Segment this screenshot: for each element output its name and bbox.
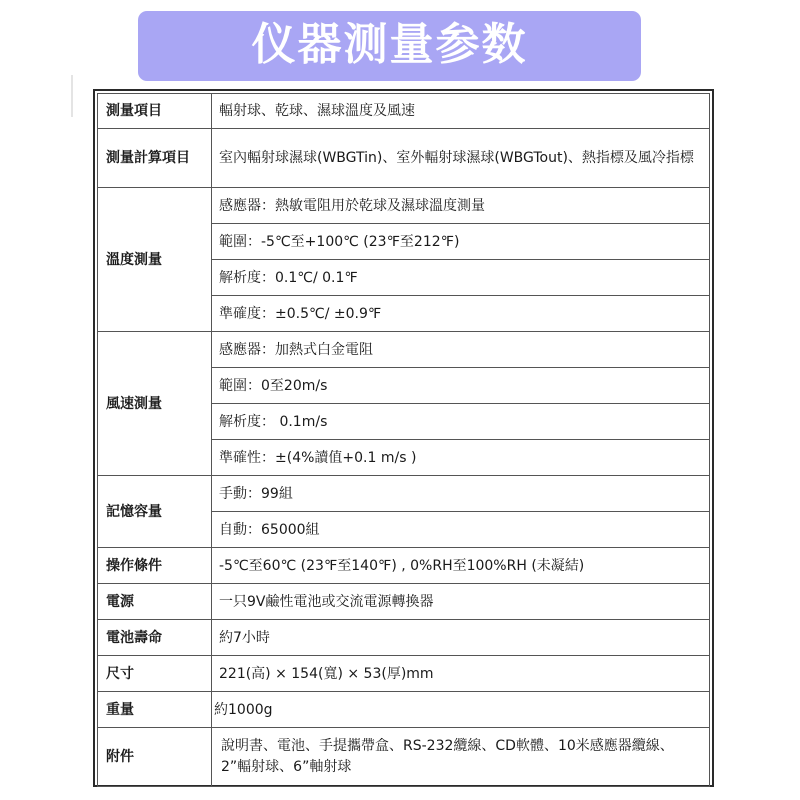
row-value: 準確性：±(4%讀值+0.1 m/s ) bbox=[212, 440, 710, 476]
row-value: 一只9V鹼性電池或交流電源轉換器 bbox=[212, 584, 710, 620]
row-value: 感應器：熱敏電阻用於乾球及濕球溫度測量 bbox=[212, 188, 710, 224]
row-value: 說明書、電池、手提攜帶盒、RS-232纜線、CD軟體、10米感應器纜線、2”輻射球、6”軸射球 bbox=[212, 728, 710, 787]
row-value: -5℃至60℃ (23℉至140℉) , 0%RH至100%RH (未凝結) bbox=[212, 548, 710, 584]
table-row-operating bbox=[98, 548, 710, 584]
row-label: 附件 bbox=[98, 728, 212, 787]
table-row-wind bbox=[98, 332, 710, 368]
row-label: 電池壽命 bbox=[98, 620, 212, 656]
table-row-size bbox=[98, 656, 710, 692]
row-value: 約7小時 bbox=[212, 620, 710, 656]
spec-table bbox=[97, 93, 710, 787]
row-value: 感應器：加熱式白金電阻 bbox=[212, 332, 710, 368]
row-value: 解析度： 0.1m/s bbox=[212, 404, 710, 440]
row-label: 重量 bbox=[98, 692, 212, 728]
row-label: 電源 bbox=[98, 584, 212, 620]
table-row-calc-items bbox=[98, 129, 710, 188]
title-banner bbox=[138, 11, 641, 81]
table-row-battery bbox=[98, 620, 710, 656]
row-label: 測量計算項目 bbox=[98, 129, 212, 188]
table-row-power bbox=[98, 584, 710, 620]
table-row-temperature bbox=[98, 188, 710, 224]
table-row-weight bbox=[98, 692, 710, 728]
table-row-accessories bbox=[98, 728, 710, 787]
row-value: 範圍：-5℃至+100℃ (23℉至212℉) bbox=[212, 224, 710, 260]
table-row-memory bbox=[98, 476, 710, 512]
divider bbox=[71, 75, 73, 117]
row-label: 溫度測量 bbox=[98, 188, 212, 332]
row-label: 操作條件 bbox=[98, 548, 212, 584]
row-value: 約1000g bbox=[212, 692, 710, 728]
page-title: 仪器测量参数 bbox=[251, 19, 528, 70]
row-label: 測量項目 bbox=[98, 94, 212, 129]
row-label: 風速測量 bbox=[98, 332, 212, 476]
row-value: 範圍：0至20m/s bbox=[212, 368, 710, 404]
row-label: 記憶容量 bbox=[98, 476, 212, 548]
table-row-measure-items bbox=[98, 94, 710, 129]
row-value: 自動：65000組 bbox=[212, 512, 710, 548]
row-value: 準確度：±0.5℃/ ±0.9℉ bbox=[212, 296, 710, 332]
row-label: 尺寸 bbox=[98, 656, 212, 692]
row-value: 221(高) × 154(寬) × 53(厚)mm bbox=[212, 656, 710, 692]
row-value: 輻射球、乾球、濕球溫度及風速 bbox=[212, 94, 710, 129]
row-value: 手動：99組 bbox=[212, 476, 710, 512]
row-value: 室內輻射球濕球(WBGTin)、室外輻射球濕球(WBGTout)、熱指標及風冷指標 bbox=[212, 129, 710, 188]
row-value: 解析度：0.1℃/ 0.1℉ bbox=[212, 260, 710, 296]
